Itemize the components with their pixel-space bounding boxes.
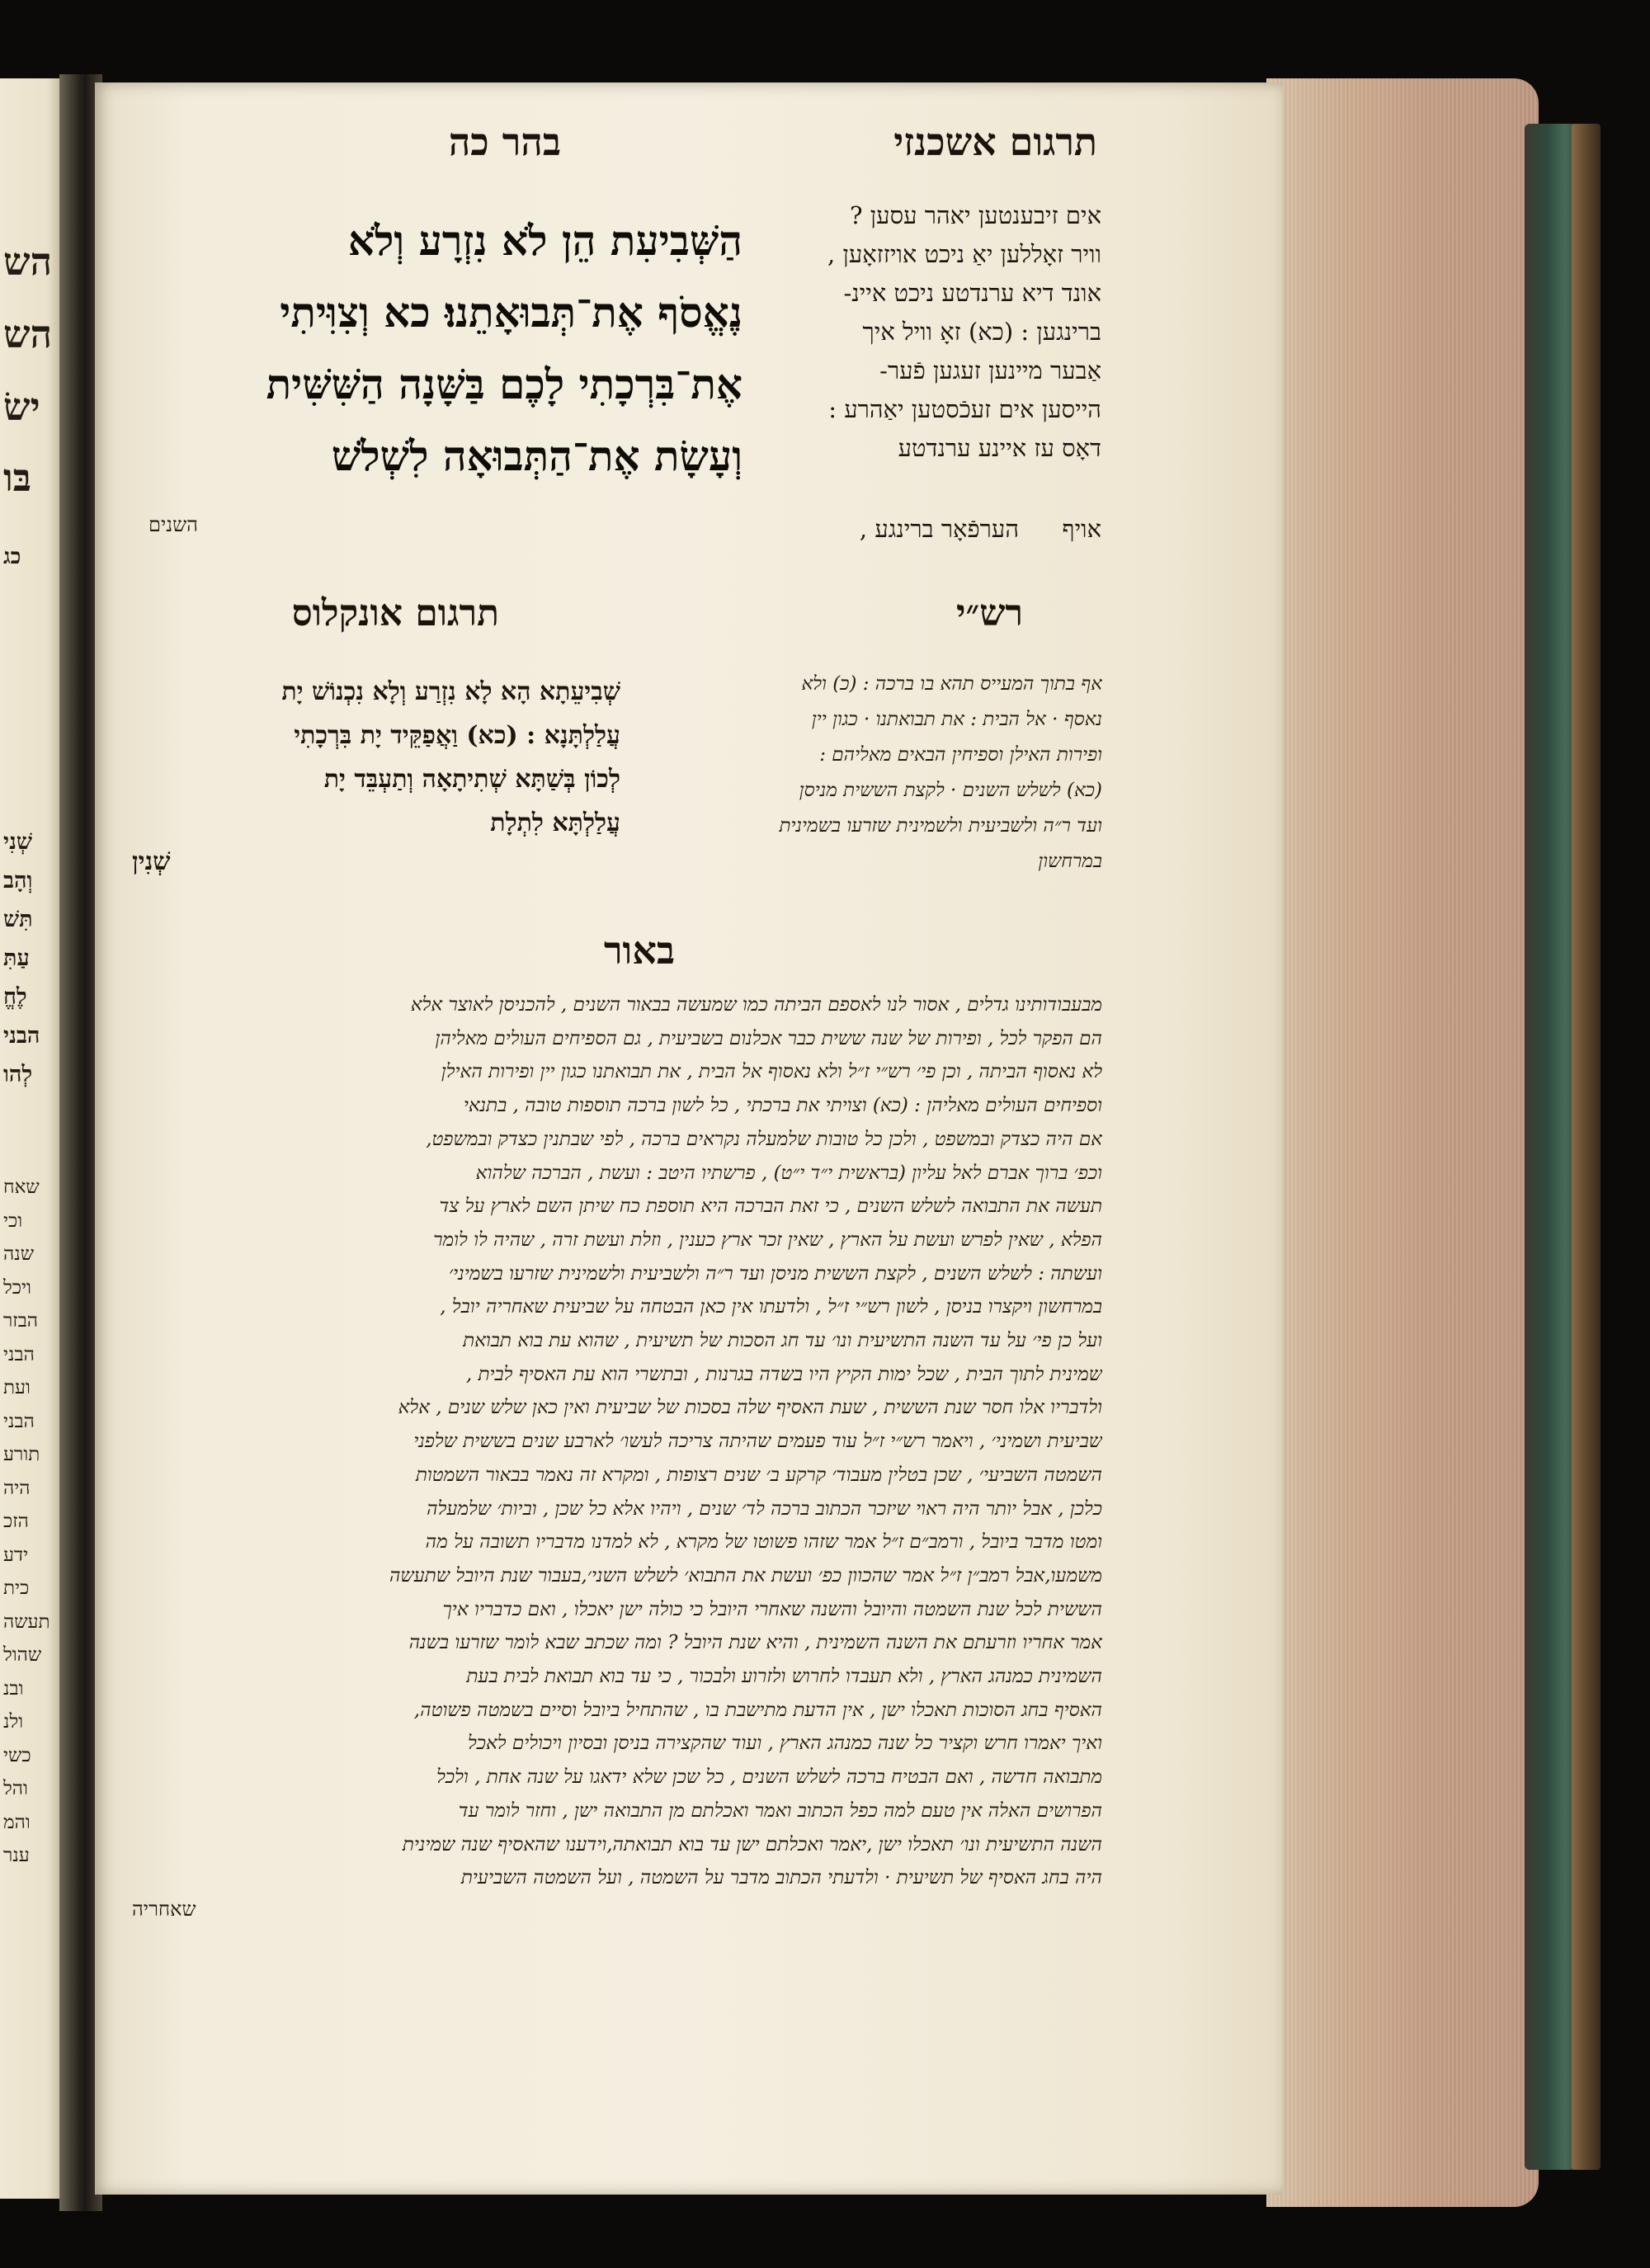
- onkelos-heading: תרגום אונקלוס: [291, 592, 499, 634]
- onkelos-line: עֲלַלְתָּא לִתְלָת: [490, 809, 620, 837]
- running-header-right: תרגום אשכנזי: [893, 120, 1097, 164]
- biur-line: ואיך יאמרו חרש וקציר כל שנה כמנהג הארץ , ועוד שהקצירה בניסן ובסיון ויכולים לאכל: [467, 1733, 1102, 1755]
- left-page-fragment: ידע: [3, 1544, 29, 1566]
- biur-line: ומטו מדבר ביובל , ורמב״ם ז״ל אמר שזהו פשוטו של מקרא , לא למדנו מדבריו תשובה על מה: [425, 1531, 1102, 1554]
- onkelos-translation: [116, 670, 620, 845]
- left-page-fragment: כשי: [3, 1744, 31, 1766]
- biur-line: לא נאסוף הביתה , וכן פי׳ רש״י ז״ל ולא נאסוף אל הבית , את תבואתנו כגון יין ופירות האילן: [441, 1061, 1102, 1083]
- verse-catchword: השנים: [148, 513, 198, 536]
- verse-line: הַשְּׁבִיעִת הֵן לֹא נִזְרָע וְלֹא: [347, 216, 742, 265]
- biur-line: שביעית ושמיני׳ , ויאמר רש״י ז״ל עוד פעמים שהיתה צריכה לעשו׳ לארבע שנים בששית שלפני: [413, 1431, 1102, 1453]
- left-page-fragment: והל: [3, 1778, 28, 1799]
- biur-line: וספיחים העולים מאליהן : (כא) וצויתי את ברכתי , כל לשון ברכה תוספות טובה , בתנאי: [463, 1095, 1102, 1117]
- biur-commentary: [106, 988, 1102, 1895]
- rashi-commentary: [625, 667, 1102, 879]
- left-page-fragment: וכי: [3, 1209, 23, 1232]
- biur-heading: באור: [603, 928, 676, 973]
- rashi-line: נאסף · אל הבית : את תבואתנו · כגון יין: [811, 709, 1102, 730]
- biur-line: וכפ׳ ברוך אברם לאל עליון (בראשית י״ד י״ט) , פרשתיו היטב : ועשת , הברכה שלהוא: [475, 1162, 1102, 1184]
- german-line: אַבער מיינען זעגען פֿער-: [879, 356, 1101, 384]
- left-page-fragment: הש: [3, 239, 53, 284]
- verse-line: נֶאֱסֹף אֶת־תְּבוּאָתֵנוּ׃ כא וְצִוִּיתִי: [280, 288, 742, 337]
- onkelos-line: לְכוֹן בְּשַׁתָּא שְׁתִיתָאָה וְתַעְבֵּד יָת: [323, 765, 620, 794]
- biur-line: משמעו,אבל רמב״ן ז״ל אמר שהכוון כפ׳ ועשת את התבוא׳ לשלש השני׳,בעבור שנת היובל שתעשה: [389, 1564, 1102, 1587]
- left-page-fragment: שְׁנִי: [3, 829, 32, 855]
- german-line: אים זיבענטען יאהר עסען ?: [850, 201, 1101, 229]
- biur-line: ועשתה : לשלש השנים , לקצת הששית מניסן ועד ר״ה ולשביעית ולשמינית שזרעו בשמיני׳: [448, 1262, 1102, 1285]
- rashi-line: ופירות האילן וספיחין הבאים מאליהם :: [819, 744, 1102, 766]
- left-page-fragment: הזכ: [3, 1511, 29, 1532]
- biur-line: אם היה כצדק ובמשפט , ולכן כל טובות שלמעלה נקראים ברכה , לפי שבתנין כצדק ובמשפט,: [426, 1128, 1102, 1150]
- german-line: וויר זאָללען יאַ ניכט אויזזאָען ,: [827, 240, 1101, 268]
- rashi-heading: רש״י: [955, 592, 1023, 634]
- rashi-line: ועד ר״ה ולשביעית ולשמינית שזרעו בשמינית: [779, 815, 1102, 837]
- left-page-fragment: היה: [3, 1477, 31, 1499]
- left-page-fragment: תעשה: [3, 1610, 50, 1633]
- biur-line: מתבואה חדשה , ואם הבטיח ברכה לשלש השנים , כל שכן שלא ידאגו על שנה אחת , ולכל: [436, 1766, 1102, 1789]
- left-page-fragment: כית: [3, 1577, 30, 1599]
- german-line: דאָס עז איינע ערנדטע: [898, 434, 1101, 462]
- biur-line: השמינית כמנהג הארץ , ולא תעבדו לחרוש ולזרוע ולבכור , כי עד בוא תבואת לבית בעת: [466, 1666, 1102, 1688]
- german-line-last-left: הערפֿאָר ברינגע ,: [859, 515, 1019, 543]
- left-page-fragment: ענר: [3, 1845, 30, 1866]
- left-page-fragment: ולנ: [3, 1711, 24, 1733]
- biur-catchword: שאחריה: [132, 1898, 196, 1921]
- left-page-fragment: וְהָב: [3, 868, 33, 894]
- biur-line: כלכן , אבל יותר היה ראוי שיזכר הכתוב ברכה לד׳ שנים , ויהיו אלא כל שכן , וביות׳ שלמעלה: [427, 1497, 1102, 1520]
- torah-verse-block: [124, 205, 742, 492]
- verse-line: וְעָשָׂת אֶת־הַתְּבוּאָה לִשְׁלֹשׁ: [331, 431, 742, 480]
- verse-line: אֶת־בִּרְכָתִי לָכֶם בַּשָּׁנָה הַשִּׁשִּׁית: [266, 360, 742, 408]
- biur-line: הפלא , שאין לפרש ועשת על הארץ , שאין זכר ארץ כענין , וזלת ועשת זרה , שהיה לו לומר: [433, 1228, 1102, 1251]
- rashi-line: אף בתוך המעייס תהא בו ברכה : (כ) ולא: [801, 673, 1102, 695]
- german-line: הייסען אים זעכֿסטען יאַהרע :: [828, 395, 1101, 423]
- book-cover-edge: [1572, 124, 1600, 2170]
- left-page-fragment: שהול: [3, 1644, 42, 1666]
- left-page-fragment: ישׂ: [3, 384, 40, 429]
- biur-line: האסיף בחג הסוכות תאכלו ישן , אין הדעת מתישבת בו , שהתחיל ביובל וסיים בשמטה פשוטה,: [413, 1699, 1102, 1721]
- left-page-fragment: לֶחֱ: [3, 984, 27, 1010]
- biur-line: השנה התשיעית ונו׳ תאכלו ישן ,יאמר ואכלתם ישן עד בוא תבואתה,וידענו שהאסיף שנה שמינית: [402, 1833, 1102, 1855]
- biur-line: אמר אחריו וזרעתם את השנה השמינית , והיא שנת היובל ? ומה שכתב שבא לומר שזרעו בשנה: [408, 1632, 1102, 1654]
- left-page-fragment: והמ: [3, 1811, 31, 1833]
- german-line: אונד דיא ערנדטע ניכט איינ-: [843, 279, 1101, 307]
- biur-line: תעשה את התבואה לשלש השנים , כי זאת הברכה היא תוספת כח שיתן השם לארץ על צד: [439, 1195, 1102, 1218]
- biur-line: הששית לכל שנת השמטה והיובל והשנה שאחרי היובל כי כולה ישן יאכלו , ואם כדבריו איך: [442, 1598, 1102, 1620]
- german-translation-block: [747, 196, 1101, 468]
- left-page-fragment: לְהו: [3, 1062, 33, 1087]
- left-page-fragment: שנה: [3, 1243, 34, 1265]
- biur-line: היה בחג האסיף של תשיעית · ולדעתי הכתוב מדבר על השמטה , ועל השמטה השביעית: [460, 1867, 1102, 1889]
- biur-line: מבעבודותינו גדלים , אסור לנו לאספם הביתה כמו שמעשה בבאור השנים , להכניסן לאוצר אלא: [410, 994, 1102, 1016]
- left-page-fragment: בּו: [3, 455, 31, 500]
- left-page-fragment: ועת: [3, 1377, 31, 1398]
- biur-line: במרחשון ויקצרו בניסן , לשון רש״י ז״ל , ולדעתו אין כאן הבטחה על שביעית שאחריה יובל ,: [440, 1296, 1102, 1318]
- left-page-fragment: ויכל: [3, 1276, 31, 1299]
- left-page-fragment: עַתִּ: [3, 945, 30, 971]
- left-page-fragment: תִּשׁ: [3, 907, 33, 932]
- left-page-fragment: כג: [3, 545, 21, 569]
- biur-line: השמטה השביעי׳ , שכן בטלין מעבוד׳ קרקע ב׳ שנים רצופות , ומקרא זה נאמר בבאור השמטות: [415, 1464, 1102, 1486]
- onkelos-line: עֲלַלְתָּנָא : (כא) וַאֲפַקֵּיד יָת בִּרְכָתִי: [294, 721, 620, 750]
- left-page-fragment: הש: [3, 312, 53, 356]
- biur-line: הפרושים האלה אין טעם למה כפל הכתוב ואמר ואכלתם מן התבואה ישן , וחזר לומר עד: [458, 1799, 1102, 1822]
- german-line: ברינגען : (כא) זאָ וויל איך: [862, 318, 1101, 346]
- biur-line: ולדבריו אלו חסר שנת הששית , שעת האסיף שלה בסכות של שביעית ואין כאן שלש שנים , אלא: [398, 1397, 1102, 1419]
- left-page-fragment: הבני: [3, 1343, 35, 1365]
- left-page-fragment: הבני: [3, 1410, 35, 1432]
- running-header-left: בהר כה: [448, 120, 561, 164]
- rashi-line: (כא) לשלש השנים · לקצת הששית מניסן: [799, 780, 1102, 801]
- onkelos-last-word: שְׁנִין: [132, 847, 171, 876]
- onkelos-line: שְׁבִיעֵתָא הָא לָא נִזְרַע וְלָא נִכְנוֹשׁ יָת: [281, 677, 620, 706]
- left-page-fragment: ובנ: [3, 1677, 24, 1700]
- left-page-fragment: שאח: [3, 1176, 40, 1198]
- page-fore-edge: [1266, 78, 1539, 2207]
- biur-line: שמינית לתוך הבית , שכל ימות הקיץ היו בשדה בגרנות , ובתשרי הוא עת האסיף לבית ,: [465, 1363, 1102, 1385]
- left-page-fragment: הבזר: [3, 1310, 39, 1332]
- biur-line: ועל כן פי׳ על עד השנה התשיעית ונו׳ עד חג הסכות של תשיעית , שהוא עת בוא תבואת: [463, 1330, 1102, 1352]
- left-page-fragment: הבני: [3, 1023, 40, 1049]
- biur-line: הם הפקר לכל , ופירות של שנה ששית כבר אכלנום בשביעית , גם הספיחים העולים מאליהן: [435, 1027, 1102, 1049]
- left-page-fragment: תורע: [3, 1444, 40, 1465]
- german-line-last-right: אויף: [1062, 515, 1101, 543]
- rashi-line: במרחשון: [1038, 851, 1102, 872]
